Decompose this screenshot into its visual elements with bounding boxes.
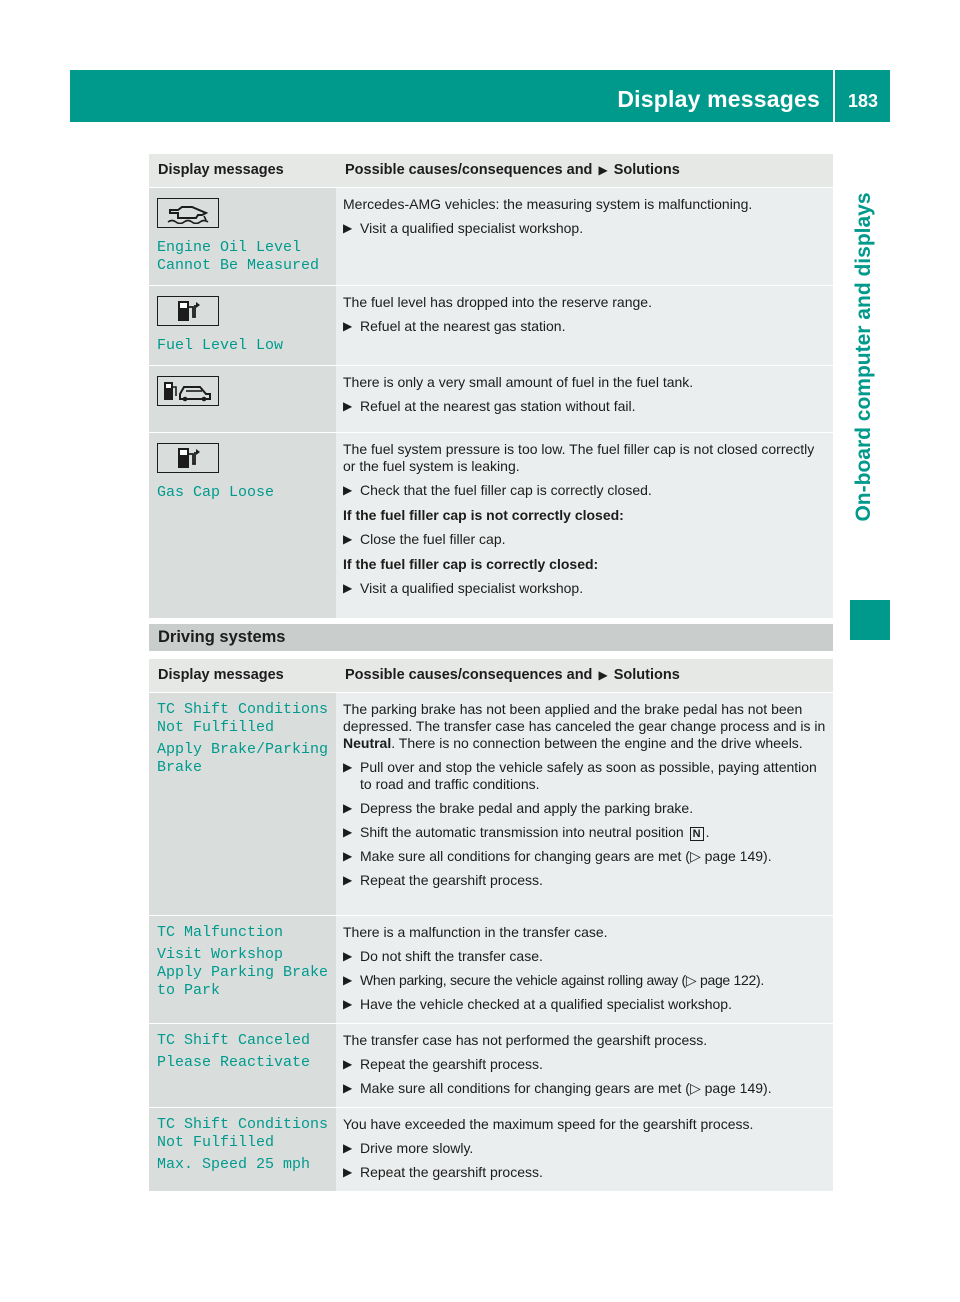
- solution-step-text: Do not shift the transfer case.: [360, 948, 543, 964]
- solution-cell: [336, 1024, 833, 1108]
- cause-text: The fuel level has dropped into the reserve range.: [343, 294, 652, 310]
- display-message-text: Please Reactivate: [157, 1054, 311, 1071]
- solution-step: [343, 482, 827, 499]
- display-message-text: Max. Speed 25 mph: [157, 1156, 311, 1173]
- bullet-arrow-icon: ▶: [343, 483, 353, 497]
- message-cell: [149, 1108, 336, 1192]
- page-ref-icon: ▷: [689, 1080, 701, 1096]
- solution-step: [343, 318, 827, 335]
- solution-cell: [336, 916, 833, 1024]
- solution-step-text: Check that the fuel filler cap is correctly closed.: [360, 482, 652, 498]
- col-display-messages: Display messages: [149, 154, 336, 188]
- condition-heading: If the fuel filler cap is correctly closed:: [343, 556, 599, 572]
- table-row: [149, 693, 833, 916]
- solution-cell: [336, 286, 833, 366]
- solution-step: [343, 1140, 827, 1157]
- punctuation: .: [705, 824, 710, 840]
- section-heading-bar: [149, 624, 833, 651]
- bullet-arrow-icon: ▶: [343, 825, 353, 839]
- bullet-arrow-icon: ▶: [343, 949, 353, 963]
- bullet-arrow-icon: ▶: [343, 221, 353, 235]
- engine-oil-icon: [157, 198, 219, 228]
- fuel-pump-icon: [157, 296, 219, 326]
- chapter-side-tab: [838, 122, 890, 592]
- page-ref-icon: ▷: [685, 972, 697, 988]
- page-reference-link[interactable]: page 122: [699, 972, 756, 988]
- punctuation: ).: [755, 972, 764, 988]
- solution-step: [343, 848, 827, 865]
- cause-text: You have exceeded the maximum speed for the gearshift process.: [343, 1116, 754, 1132]
- cause-text-part: The parking brake has not been applied and the brake pedal has not been depressed. The transfer case has canceled the gear change process and is in: [343, 701, 826, 734]
- solution-step: [343, 580, 827, 597]
- table-row: [149, 188, 833, 286]
- solution-step: [343, 872, 827, 889]
- display-message-text: Engine Oil Level Cannot Be Measured: [157, 239, 320, 274]
- solution-step: [343, 1080, 827, 1097]
- display-message-text: TC Malfunction: [157, 924, 284, 941]
- bullet-arrow-icon: ▶: [343, 1057, 353, 1071]
- cause-text: There is a malfunction in the transfer case.: [343, 924, 608, 940]
- solutions-arrow-icon: ▶: [598, 163, 608, 177]
- solution-step: [343, 398, 827, 415]
- condition-heading: If the fuel filler cap is not correctly closed:: [343, 507, 624, 523]
- solution-step: [343, 1164, 827, 1181]
- table-row: [149, 1024, 833, 1108]
- solution-step-text: Have the vehicle checked at a qualified specialist workshop.: [360, 996, 732, 1012]
- solution-step-text: Drive more slowly.: [360, 1140, 474, 1156]
- col-display-messages: Display messages: [149, 659, 336, 693]
- punctuation: ).: [763, 1080, 772, 1096]
- table-row: [149, 366, 833, 433]
- display-message-text: Gas Cap Loose: [157, 484, 275, 501]
- bullet-arrow-icon: ▶: [343, 532, 353, 546]
- page-number: 183: [847, 91, 878, 111]
- solution-step-text: Pull over and stop the vehicle safely as soon as possible, paying attention to road and traffic conditions.: [360, 759, 817, 792]
- col-solutions-label: Solutions: [613, 162, 680, 178]
- message-cell: [149, 286, 336, 366]
- solution-step-text: Shift the automatic transmission into neutral position: [360, 824, 684, 840]
- solution-cell: [336, 693, 833, 916]
- display-message-text: Fuel Level Low: [157, 337, 284, 354]
- display-message-text: TC Shift Canceled: [157, 1032, 311, 1049]
- header-title: Display messages: [617, 86, 820, 112]
- col-solutions-label: Solutions: [613, 667, 680, 683]
- solution-step: [343, 972, 827, 989]
- cause-text: The fuel system pressure is too low. The fuel filler cap is not closed correctly or the fuel system is leaking.: [343, 441, 815, 474]
- message-cell: [149, 366, 336, 433]
- cause-text: There is only a very small amount of fuel in the fuel tank.: [343, 374, 694, 390]
- page-reference-link[interactable]: page 149: [704, 848, 764, 864]
- message-cell: [149, 1024, 336, 1108]
- cause-text: [343, 701, 827, 752]
- bullet-arrow-icon: ▶: [343, 399, 353, 413]
- bullet-arrow-icon: ▶: [343, 873, 353, 887]
- solution-cell: [336, 1108, 833, 1192]
- solution-step: [343, 948, 827, 965]
- table-row: [149, 286, 833, 366]
- bullet-arrow-icon: ▶: [343, 1165, 353, 1179]
- col-causes-label: Possible causes/consequences and: [345, 667, 593, 683]
- bullet-arrow-icon: ▶: [343, 997, 353, 1011]
- message-cell: [149, 693, 336, 916]
- table-header-row: [149, 659, 833, 693]
- solution-step-text: Refuel at the nearest gas station.: [360, 318, 566, 334]
- solution-cell: [336, 366, 833, 433]
- bullet-arrow-icon: ▶: [343, 760, 353, 774]
- solution-step: [343, 996, 827, 1013]
- display-messages-table-fuel: [149, 154, 833, 619]
- chapter-marker: [850, 600, 890, 640]
- header-separator: [833, 70, 835, 122]
- col-causes-solutions: [336, 154, 833, 188]
- solution-step-text: Make sure all conditions for changing gears are met (: [360, 848, 690, 864]
- bullet-arrow-icon: ▶: [343, 849, 353, 863]
- solution-step: [343, 531, 827, 548]
- display-message-text: TC Shift Conditions Not Fulfilled: [157, 701, 329, 736]
- neutral-label: Neutral: [343, 735, 392, 751]
- solution-step-text: Visit a qualified specialist workshop.: [360, 580, 584, 596]
- solution-step-text: Refuel at the nearest gas station without fail.: [360, 398, 636, 414]
- section-title: Driving systems: [158, 628, 286, 646]
- solution-step-text: Depress the brake pedal and apply the parking brake.: [360, 800, 694, 816]
- punctuation: ).: [763, 848, 772, 864]
- gear-n-icon: N: [690, 827, 704, 841]
- solution-step-text: When parking, secure the vehicle against rolling away (: [360, 972, 686, 988]
- fuel-reserve-car-icon: [157, 376, 219, 406]
- solution-step-text: Repeat the gearshift process.: [360, 1056, 543, 1072]
- solution-step-text: Make sure all conditions for changing gears are met (: [360, 1080, 690, 1096]
- solutions-arrow-icon: ▶: [598, 668, 608, 682]
- solution-step-text: Repeat the gearshift process.: [360, 1164, 543, 1180]
- message-cell: [149, 916, 336, 1024]
- page-reference-link[interactable]: page 149: [704, 1080, 764, 1096]
- bullet-arrow-icon: ▶: [343, 581, 353, 595]
- solution-step: [343, 824, 827, 841]
- cause-text: Mercedes-AMG vehicles: the measuring system is malfunctioning.: [343, 196, 753, 212]
- page-ref-icon: ▷: [689, 848, 701, 864]
- solution-step-text: Close the fuel filler cap.: [360, 531, 506, 547]
- solution-step: [343, 800, 827, 817]
- message-cell: [149, 433, 336, 619]
- bullet-arrow-icon: ▶: [343, 973, 353, 987]
- display-message-text: Visit Workshop Apply Parking Brake to Park: [157, 946, 329, 999]
- bullet-arrow-icon: ▶: [343, 801, 353, 815]
- cause-text-part: . There is no connection between the engine and the drive wheels.: [391, 735, 803, 751]
- col-causes-solutions: [336, 659, 833, 693]
- bullet-arrow-icon: ▶: [343, 1141, 353, 1155]
- solution-step: [343, 220, 827, 237]
- solution-step: [343, 759, 827, 793]
- bullet-arrow-icon: ▶: [343, 319, 353, 333]
- solution-cell: [336, 433, 833, 619]
- col-causes-label: Possible causes/consequences and: [345, 162, 593, 178]
- display-message-text: TC Shift Conditions Not Fulfilled: [157, 1116, 329, 1151]
- fuel-pump-icon: [157, 443, 219, 473]
- table-row: [149, 1108, 833, 1192]
- cause-text: The transfer case has not performed the gearshift process.: [343, 1032, 708, 1048]
- solution-step-text: Repeat the gearshift process.: [360, 872, 543, 888]
- table-header-row: [149, 154, 833, 188]
- message-cell: [149, 188, 336, 286]
- bullet-arrow-icon: ▶: [343, 1081, 353, 1095]
- solution-step: [343, 1056, 827, 1073]
- solution-step-text: Visit a qualified specialist workshop.: [360, 220, 584, 236]
- display-message-text: Apply Brake/Parking Brake: [157, 741, 329, 776]
- table-row: [149, 916, 833, 1024]
- page-header: [70, 70, 890, 122]
- solution-cell: [336, 188, 833, 286]
- display-messages-table-driving: [149, 659, 833, 1192]
- chapter-label: On-board computer and displays: [852, 192, 875, 522]
- table-row: [149, 433, 833, 619]
